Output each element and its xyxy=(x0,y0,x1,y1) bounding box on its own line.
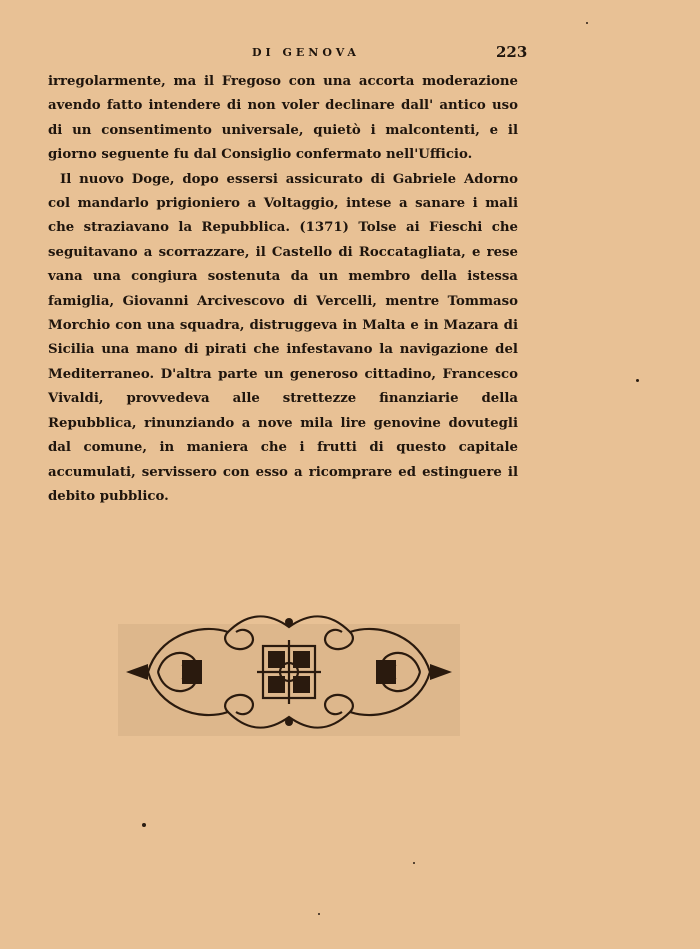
body-text xyxy=(48,70,518,509)
ink-speck xyxy=(586,22,588,24)
decorative-ornament xyxy=(118,602,460,736)
paragraph-1: irregolarmente, ma il Fregoso con una accorta moderazione avendo fatto intendere di non voler declinare dall' antico uso di un consentimento universale, quietò i malcontenti, e il giorno seguente fu dal Consiglio confermato nell'Ufficio. xyxy=(48,74,518,163)
ink-speck xyxy=(318,913,320,915)
paragraph-2: Il nuovo Doge, dopo essersi assicurato di Gabriele Adorno col mandarlo prigioniero a Voltaggio, intese a sanare i mali che straziavano la Repubblica. (1371) Tolse ai Fieschi che seguitavano a scorrazzare, il Castello di Roccatagliata, e rese vana una congiura sostenuta da un membro della istessa famiglia, Giovanni Arcivescovo di Vercelli, mentre Tommaso Morchio con una squadra, distruggeva in Malta e in Mazara di Sicilia una mano di pirati che infestavano la navigazione del Mediterraneo. D'altra parte un generoso cittadino, Francesco Vivaldi, provvedeva alle strettezze finanziarie della Repubblica, rinunziando a nove mila lire genovine dovutegli dal comune, in maniera che i frutti di questo capitale accumulati, servissero con esso a ricomprare ed estinguere il debito pubblico. xyxy=(48,171,518,504)
ink-speck xyxy=(142,823,146,827)
ink-speck xyxy=(636,379,639,382)
running-head xyxy=(0,43,700,66)
ink-speck xyxy=(413,862,415,864)
page-number: 223 xyxy=(496,43,528,61)
running-head-title: DI GENOVA xyxy=(252,46,360,59)
